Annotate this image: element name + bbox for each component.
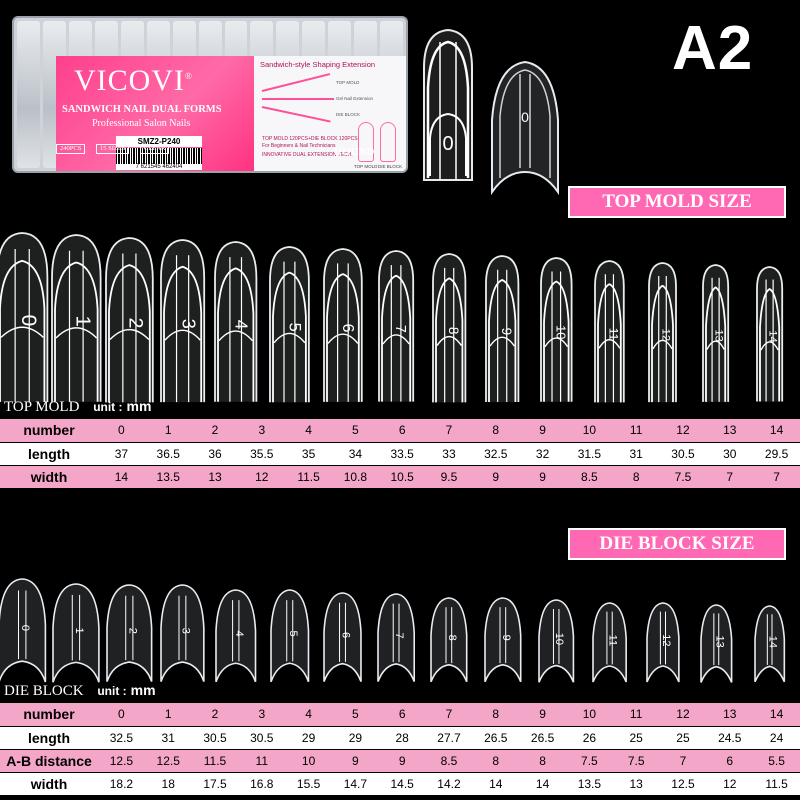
- top-mold-nail-number: 11: [606, 327, 621, 340]
- spec-cell: 14.2: [426, 772, 473, 795]
- spec-cell: 12.5: [145, 749, 192, 772]
- top-mold-nail-number: 9: [499, 327, 515, 336]
- spec-row-label: width: [0, 772, 98, 795]
- spec-cell: 32: [519, 442, 566, 465]
- spec-cell: 13.5: [566, 772, 613, 795]
- top-mold-nail-number: 2: [124, 317, 147, 329]
- spec-row-width: [0, 772, 800, 795]
- spec-cell: 13: [613, 772, 660, 795]
- top-mold-nail-13: [699, 264, 732, 402]
- spec-row-label: number: [0, 419, 98, 442]
- spec-cell: 12: [706, 772, 753, 795]
- spec-cell: 7.5: [613, 749, 660, 772]
- die-block-nail-11: [590, 602, 629, 682]
- die-block-nail-number: 9: [499, 634, 512, 641]
- showcase-top-mold-nail: [420, 28, 476, 188]
- die-block-nail-number: 14: [766, 635, 779, 649]
- spec-row-label: width: [0, 465, 98, 488]
- spec-cell: 11: [613, 703, 660, 726]
- showcase-top-number: 0: [442, 133, 454, 155]
- spec-cell: 36: [192, 442, 239, 465]
- spec-cell: 1: [145, 703, 192, 726]
- top-mold-nail-number: 12: [659, 328, 672, 342]
- die-block-nail-12: [644, 602, 682, 682]
- die-block-nail-7: [375, 593, 417, 682]
- top-mold-nail-0: [0, 232, 52, 402]
- top-mold-nail-number: 7: [391, 325, 408, 334]
- spec-cell: 9: [519, 419, 566, 442]
- product-subtitle: Professional Salon Nails: [92, 118, 191, 129]
- spec-cell: 8.5: [566, 465, 613, 488]
- die-block-nail-1: [50, 583, 102, 682]
- spec-cell: 10.8: [332, 465, 379, 488]
- die-block-nail-number: 0: [19, 624, 32, 631]
- die-block-nail-number: 4: [232, 630, 245, 637]
- top-mold-nail-6: [320, 248, 366, 402]
- spec-cell: 36.5: [145, 442, 192, 465]
- top-mold-caption: [4, 398, 151, 416]
- spec-cell: 14: [472, 772, 519, 795]
- spec-cell: 11: [613, 419, 660, 442]
- spec-row-number: [0, 419, 800, 442]
- spec-cell: 30: [706, 442, 753, 465]
- spec-cell: 15.5: [285, 772, 332, 795]
- die-block-caption-text: DIE BLOCK: [4, 683, 84, 699]
- top-mold-nail-7: [375, 250, 417, 402]
- die-block-nail-number: 1: [72, 627, 85, 634]
- spec-cell: 2: [192, 419, 239, 442]
- spec-cell: 25: [660, 726, 707, 749]
- spec-cell: 31: [613, 442, 660, 465]
- info-line-1: TOP MOLD 120PCS+DIE BLOCK 120PCS: [262, 136, 358, 142]
- diagram-line: [262, 106, 331, 123]
- top-mold-nail-12: [645, 262, 680, 402]
- spec-cell: 7.5: [660, 465, 707, 488]
- top-mold-nail-9: [482, 255, 522, 402]
- spec-cell: 32.5: [472, 442, 519, 465]
- top-mold-size-badge: TOP MOLD SIZE: [568, 186, 786, 218]
- die-block-nail-row: [0, 576, 800, 684]
- spec-cell: 3: [238, 419, 285, 442]
- spec-cell: 14: [753, 419, 800, 442]
- mini-label-die: DIE BLOCK: [378, 164, 403, 169]
- spec-cell: 30.5: [192, 726, 239, 749]
- spec-cell: 35: [285, 442, 332, 465]
- top-mold-nail-14: [753, 266, 786, 402]
- die-block-unit: unit : mm: [97, 682, 156, 698]
- spec-cell: 4: [285, 419, 332, 442]
- hero-label: A2: [672, 14, 754, 83]
- spec-cell: 8: [519, 749, 566, 772]
- top-mold-unit: unit : mm: [93, 398, 152, 414]
- spec-cell: 27.7: [426, 726, 473, 749]
- spec-cell: 7: [426, 419, 473, 442]
- die-block-nail-13: [698, 604, 735, 682]
- spec-cell: 33: [426, 442, 473, 465]
- barcode-number: 7 621545 462404: [116, 164, 202, 170]
- spec-cell: 33.5: [379, 442, 426, 465]
- spec-cell: 13: [706, 419, 753, 442]
- tag-15-sizes: 15 SIZES: [96, 144, 129, 154]
- product-name: SANDWICH NAIL DUAL FORMS: [62, 104, 222, 115]
- top-mold-nail-2: [102, 237, 157, 402]
- spec-cell: 14: [519, 772, 566, 795]
- spec-cell: 6: [379, 419, 426, 442]
- top-mold-nail-number: 1: [70, 315, 93, 328]
- spec-cell: 35.5: [238, 442, 285, 465]
- spec-cell: 24.5: [706, 726, 753, 749]
- die-block-nail-number: 12: [659, 634, 672, 647]
- spec-cell: 30.5: [660, 442, 707, 465]
- spec-cell: 18.2: [98, 772, 145, 795]
- top-mold-nail-row: [0, 226, 800, 402]
- spec-cell: 12: [238, 465, 285, 488]
- shape-round-label: ROUND: [334, 146, 375, 158]
- sku-label: SMZ2-P240: [116, 136, 202, 147]
- spec-row-width: [0, 465, 800, 488]
- spec-cell: 11.5: [192, 749, 239, 772]
- spec-cell: 7.5: [566, 749, 613, 772]
- spec-cell: 8: [472, 703, 519, 726]
- die-block-nail-number: 11: [606, 634, 619, 647]
- spec-cell: 31.5: [566, 442, 613, 465]
- spec-cell: 37: [98, 442, 145, 465]
- top-mold-nail-8: [429, 253, 469, 402]
- top-mold-nail-number: 0: [17, 314, 41, 327]
- spec-cell: 13: [706, 703, 753, 726]
- spec-cell: 8: [613, 465, 660, 488]
- spec-cell: 7: [753, 465, 800, 488]
- spec-cell: 14.7: [332, 772, 379, 795]
- spec-row-label: length: [0, 442, 98, 465]
- info-line-2: For Beginners & Nail Technicians: [262, 143, 336, 149]
- die-block-nail-5: [268, 589, 311, 682]
- top-mold-nail-number: 5: [285, 322, 304, 332]
- spec-cell: 5: [332, 419, 379, 442]
- die-block-nail-3: [158, 584, 207, 682]
- spec-cell: 0: [98, 419, 145, 442]
- spec-cell: 10: [285, 749, 332, 772]
- die-block-spec-table: [0, 703, 800, 796]
- spec-cell: 8.5: [426, 749, 473, 772]
- spec-cell: 12: [660, 703, 707, 726]
- spec-row-label: number: [0, 703, 98, 726]
- spec-cell: 17.5: [192, 772, 239, 795]
- die-block-nail-number: 5: [286, 630, 299, 637]
- diagram-label-top: TOP MOLD: [336, 80, 360, 85]
- spec-row-number: [0, 703, 800, 726]
- spec-cell: 13.5: [145, 465, 192, 488]
- die-block-nail-2: [104, 584, 155, 682]
- spec-cell: 29: [332, 726, 379, 749]
- spec-cell: 30.5: [238, 726, 285, 749]
- diagram-label-die: DIE BLOCK: [336, 112, 361, 117]
- spec-cell: 2: [192, 703, 239, 726]
- diagram-label-gel: Gel Nail Extension: [336, 96, 374, 101]
- top-mold-caption-text: TOP MOLD: [4, 399, 80, 415]
- spec-cell: 8: [472, 419, 519, 442]
- die-block-nail-number: 8: [446, 634, 459, 641]
- spec-cell: 13: [192, 465, 239, 488]
- spec-cell: 14.5: [379, 772, 426, 795]
- spec-cell: 12.5: [660, 772, 707, 795]
- spec-cell: 10: [566, 419, 613, 442]
- die-block-nail-8: [428, 597, 470, 682]
- spec-row-length: [0, 442, 800, 465]
- die-block-nail-9: [482, 597, 524, 682]
- info-line-3: INNOVATIVE DUAL EXTENSION TECH.: [262, 152, 353, 158]
- top-mold-spec-table: [0, 419, 800, 489]
- diagram-line: [262, 73, 330, 92]
- tag-clear-visible: CLEAR: [140, 144, 169, 154]
- die-block-nail-14: [752, 605, 787, 682]
- spec-cell: 6: [706, 749, 753, 772]
- top-mold-nail-number: 6: [338, 323, 356, 333]
- spec-cell: 7: [706, 465, 753, 488]
- spec-cell: 4: [285, 703, 332, 726]
- showcase-die-block-nail: [490, 60, 560, 200]
- top-mold-nail-1: [48, 234, 105, 402]
- label-pink-panel: [56, 56, 254, 173]
- spec-cell: 12.5: [98, 749, 145, 772]
- spec-cell: 10: [566, 703, 613, 726]
- spec-cell: 14: [753, 703, 800, 726]
- spec-cell: 29.5: [753, 442, 800, 465]
- spec-cell: 11.5: [285, 465, 332, 488]
- spec-cell: 9: [519, 465, 566, 488]
- top-mold-nail-11: [591, 260, 628, 402]
- spec-row-label: A-B distance: [0, 749, 98, 772]
- top-mold-nail-4: [211, 241, 260, 402]
- spec-cell: 31: [145, 726, 192, 749]
- spec-row-a-b-distance: [0, 749, 800, 772]
- die-block-nail-number: 2: [126, 628, 139, 635]
- spec-cell: 5: [332, 703, 379, 726]
- spec-cell: 32.5: [98, 726, 145, 749]
- spec-cell: 3: [238, 703, 285, 726]
- top-mold-nail-3: [157, 239, 208, 402]
- spec-cell: 0: [98, 703, 145, 726]
- top-mold-nail-number: 13: [712, 329, 725, 342]
- top-mold-nail-10: [537, 257, 576, 402]
- brand-logo: VICOVI®: [74, 64, 193, 97]
- spec-cell: 12: [660, 419, 707, 442]
- die-block-nail-number: 7: [392, 632, 405, 639]
- die-block-nail-4: [213, 589, 259, 682]
- spec-cell: 5.5: [753, 749, 800, 772]
- die-block-nail-number: 10: [552, 632, 565, 645]
- top-mold-nail-number: 3: [178, 318, 199, 329]
- top-mold-nail-number: 10: [552, 325, 568, 340]
- spec-cell: 28: [379, 726, 426, 749]
- die-block-size-badge: DIE BLOCK SIZE: [568, 528, 786, 560]
- spec-cell: 7: [426, 703, 473, 726]
- spec-cell: 14: [98, 465, 145, 488]
- die-block-nail-number: 6: [339, 632, 352, 639]
- spec-cell: 11: [238, 749, 285, 772]
- spec-cell: 9: [379, 749, 426, 772]
- spec-cell: 1: [145, 419, 192, 442]
- showcase-die-number: 0: [521, 109, 529, 125]
- spec-cell: 8: [472, 749, 519, 772]
- diagram-line: [262, 98, 334, 100]
- spec-cell: 9: [332, 749, 379, 772]
- die-block-caption: [4, 682, 156, 700]
- die-block-nail-0: [0, 578, 49, 682]
- spec-cell: 18: [145, 772, 192, 795]
- spec-cell: 26.5: [472, 726, 519, 749]
- spec-cell: 26: [566, 726, 613, 749]
- die-block-nail-10: [536, 599, 576, 682]
- spec-cell: 34: [332, 442, 379, 465]
- top-mold-nail-5: [266, 246, 313, 402]
- spec-cell: 7: [660, 749, 707, 772]
- die-block-nail-number: 3: [179, 628, 192, 635]
- die-block-nail-6: [321, 592, 364, 682]
- spec-cell: 26.5: [519, 726, 566, 749]
- spec-cell: 11.5: [753, 772, 800, 795]
- spec-cell: 24: [753, 726, 800, 749]
- top-mold-nail-number: 14: [766, 330, 779, 344]
- spec-cell: 6: [379, 703, 426, 726]
- mini-label-top: TOP MOLD: [354, 164, 378, 169]
- spec-row-length: [0, 726, 800, 749]
- spec-cell: 10.5: [379, 465, 426, 488]
- spec-cell: 9: [519, 703, 566, 726]
- top-mold-nail-number: 4: [231, 319, 252, 330]
- spec-cell: 16.8: [238, 772, 285, 795]
- spec-cell: 25: [613, 726, 660, 749]
- spec-cell: 29: [285, 726, 332, 749]
- mini-die-nail: [380, 122, 396, 162]
- die-block-nail-number: 13: [712, 635, 725, 648]
- spec-cell: 9: [472, 465, 519, 488]
- shape-title: Sandwich-style Shaping Extension: [260, 60, 376, 69]
- spec-cell: 9.5: [426, 465, 473, 488]
- tag-pcs: 240PCS: [56, 144, 85, 154]
- top-mold-nail-number: 8: [446, 326, 462, 335]
- spec-row-label: length: [0, 726, 98, 749]
